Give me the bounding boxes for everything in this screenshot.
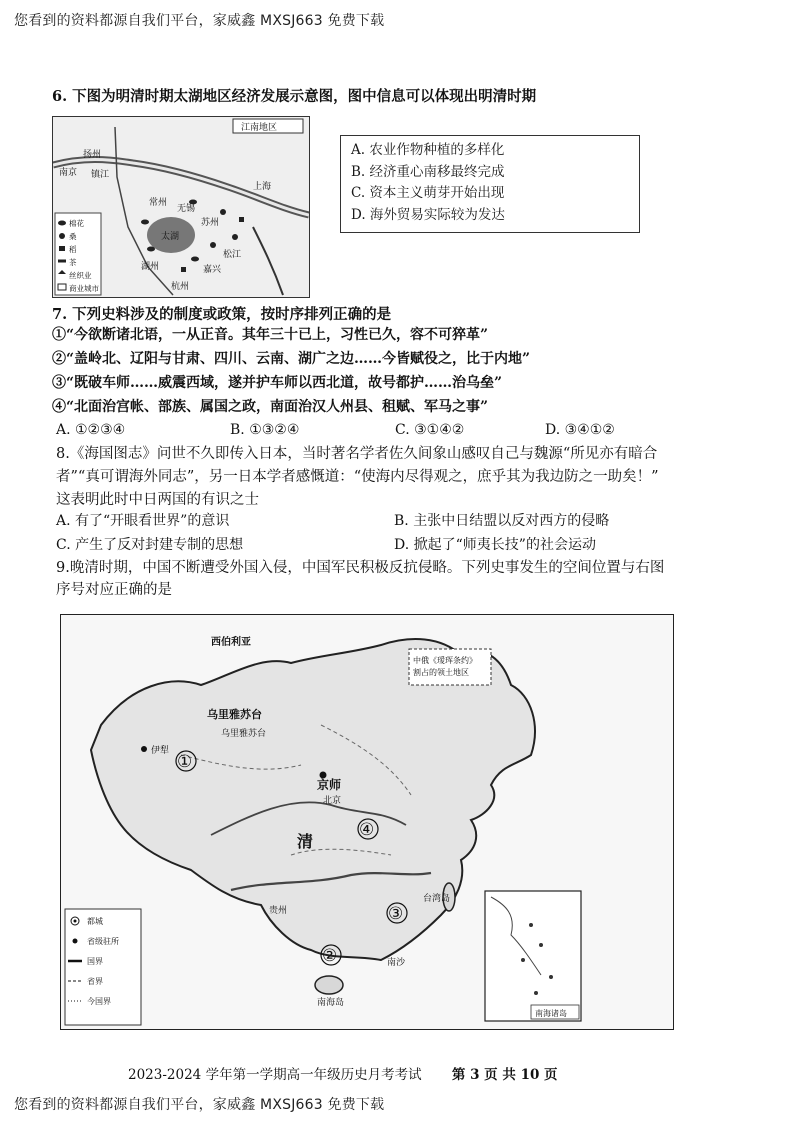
q7-option-d: D. ③④①② <box>545 422 615 438</box>
q8-option-b: B. 主张中日结盟以反对西方的侵略 <box>394 513 610 529</box>
q9-legend-1: 省级驻所 <box>87 937 119 946</box>
q9-label-beijing: 北京 <box>323 796 342 806</box>
q6-taihu-map <box>52 116 310 298</box>
q9-label-uliastai-region: 乌里雅苏台 <box>221 729 267 739</box>
q8-option-d: D. 掀起了“师夷长技”的社会运动 <box>394 537 596 553</box>
q6-place-zhenjiang: 镇江 <box>91 170 110 180</box>
q7-source-2: ②“盖岭北、辽阳与甘肃、四川、云南、湖广之边……今皆赋役之，比于内地” <box>52 351 531 367</box>
q6-place-wuxi: 无锡 <box>177 204 196 214</box>
watermark-bottom: 您看到的资料都源自我们平台，家威鑫 MXSJ663 免费下载 <box>14 1097 385 1113</box>
q6-legend-1: 桑 <box>69 232 77 241</box>
q9-label-guizhou: 贵州 <box>269 906 288 916</box>
footer-page-number: 第 3 页 共 10 页 <box>451 1067 558 1083</box>
q8-stem-line-1: 8.《海国图志》问世不久即传入日本，当时著名学者佐久间象山感叹自己与魏源“所见亦有暗合 <box>56 446 658 462</box>
watermark-top: 您看到的资料都源自我们平台，家威鑫 MXSJ663 免费下载 <box>14 13 385 29</box>
q7-option-c: C. ③①④② <box>395 422 465 438</box>
q6-option-c: C. 资本主义萌芽开始出现 <box>351 185 505 201</box>
q6-place-taihu: 太湖 <box>161 232 180 242</box>
q9-marker-2: ② <box>322 946 338 966</box>
q6-option-a: A. 农业作物种植的多样化 <box>351 142 505 158</box>
q8-stem-line-3: 这表明此时中日两国的有识之士 <box>56 492 259 508</box>
q6-place-nanjing: 南京 <box>59 168 78 178</box>
q9-inset-label: 南海诸岛 <box>535 1009 567 1018</box>
q9-legend-2: 国界 <box>87 957 103 966</box>
q6-place-shanghai: 上海 <box>253 182 272 192</box>
q9-label-siberia: 西伯利亚 <box>211 637 251 648</box>
q6-option-d: D. 海外贸易实际较为发达 <box>351 206 505 223</box>
q6-legend-2: 稻 <box>69 245 77 254</box>
q9-legend-0: 都城 <box>87 917 103 926</box>
q6-place-jiaxing: 嘉兴 <box>203 265 222 275</box>
q9-stem-line-1: 9.晚清时期，中国不断遭受外国入侵，中国军民积极反抗侵略。下列史事发生的空间位置与右图 <box>56 560 665 576</box>
q7-option-b: B. ①③②④ <box>230 422 300 438</box>
q9-marker-3: ③ <box>388 904 404 924</box>
q6-place-suzhou: 苏州 <box>201 218 220 228</box>
q6-place-hangzhou: 杭州 <box>171 282 190 292</box>
q8-stem-line-2: 者”“真可谓海外同志”，另一日本学者感慨道：“使海内尽得观之，庶乎其为我边防之一助矣！” <box>56 469 659 485</box>
q7-source-4: ④“北面治宫帐、部族、属国之政，南面治汉人州县、租赋、军马之事” <box>52 399 489 415</box>
q7-option-a: A. ①②③④ <box>56 422 126 438</box>
q9-marker-4: ④ <box>359 820 375 840</box>
q9-qing-map <box>60 614 674 1030</box>
q6-place-yangzhou: 扬州 <box>83 150 102 160</box>
q9-label-uliastai: 乌里雅苏台 <box>207 708 262 721</box>
q6-region-label: 江南地区 <box>241 123 278 133</box>
question-6-title: 6. 下图为明清时期太湖地区经济发展示意图，图中信息可以体现出明清时期 <box>52 88 537 105</box>
q9-label-hainan: 南海岛 <box>317 998 345 1008</box>
page-footer <box>128 1063 558 1083</box>
q9-label-nansha: 南沙 <box>387 958 406 968</box>
q8-option-c: C. 产生了反对封建专制的思想 <box>56 537 244 553</box>
footer-exam-title: 2023-2024 学年第一学期高一年级历史月考考试 <box>128 1067 422 1083</box>
q9-stem-line-2: 序号对应正确的是 <box>56 582 172 598</box>
q6-legend-5: 商业城市 <box>69 284 99 293</box>
q9-legend-4: 今国界 <box>87 997 111 1006</box>
q6-legend-0: 棉花 <box>69 219 84 228</box>
q9-ne-note: 中俄《瑷珲条约》割占的领土地区 <box>413 656 477 677</box>
q9-legend-3: 省界 <box>87 977 103 986</box>
question-7-title: 7. 下列史料涉及的制度或政策，按时序排列正确的是 <box>52 306 392 323</box>
q6-place-changzhou: 常州 <box>149 198 168 208</box>
q9-label-taiwan: 台湾岛 <box>423 894 451 904</box>
q8-option-a: A. 有了“开眼看世界”的意识 <box>56 513 230 529</box>
q6-place-huzhou: 湖州 <box>141 262 160 272</box>
q6-place-songjiang: 松江 <box>223 250 242 260</box>
q9-label-jingshi: 京师 <box>317 778 342 792</box>
q9-label-yili: 伊犁 <box>151 746 170 756</box>
q6-options-box <box>340 135 640 233</box>
q7-source-1: ①“今欲断诸北语，一从正音。其年三十已上，习性已久，容不可猝革” <box>52 327 489 343</box>
q6-legend-3: 茶 <box>69 258 77 267</box>
q9-label-qing: 清 <box>297 832 314 851</box>
q9-marker-1: ① <box>177 752 193 772</box>
q6-option-b: B. 经济重心南移最终完成 <box>351 163 505 180</box>
q7-source-3: ③“既破车师……威震西域，遂并护车师以西北道，故号都护……治乌垒” <box>52 375 503 391</box>
q6-legend-4: 丝织业 <box>69 271 92 280</box>
